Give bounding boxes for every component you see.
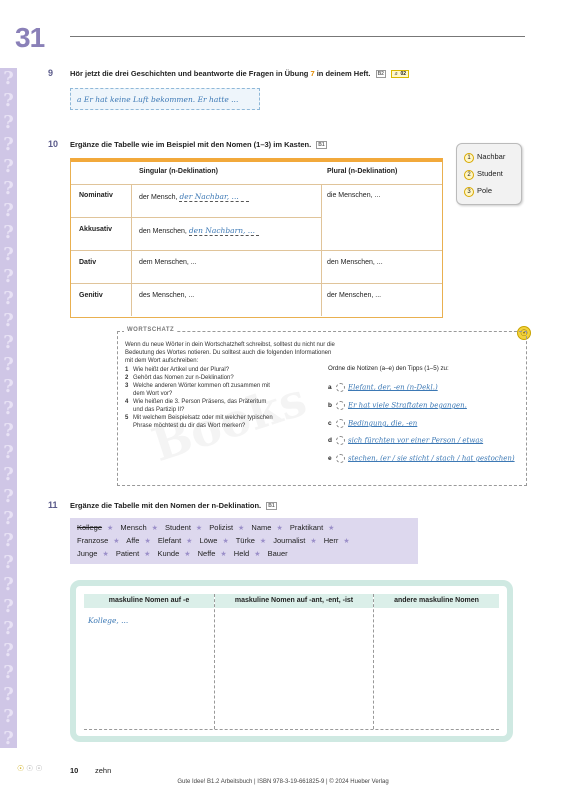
header-plural: Plural (n-Deklination) bbox=[327, 168, 398, 175]
wortschatz-title: WORTSCHATZ bbox=[124, 327, 177, 333]
column-header-other: andere maskuline Nomen bbox=[374, 594, 499, 608]
noun-category-table bbox=[70, 580, 513, 742]
exercise-9-number: 9 bbox=[48, 68, 54, 78]
audio-track-tag[interactable]: ♬ 02 bbox=[391, 70, 409, 78]
exercise-10-instruction: Ergänze die Tabelle wie im Beispiel mit den Nomen (1–3) im Kasten. B1 bbox=[70, 140, 325, 149]
lightbulb-icon: ☉ bbox=[517, 326, 531, 340]
handwritten-answer: der Nachbar, ... bbox=[179, 192, 239, 201]
note-item-b[interactable]: b Er hat viele Straftaten begangen. bbox=[328, 401, 467, 410]
wortschatz-tips: Wenn du neue Wörter in dein Wortschatzheft schreibst, solltest du nicht nur die Bedeutung des Wortes notieren. Du solltest auch die folgenden Informationen mit dem Wort aufschreiben: 1 Wie heißt der Artikel und der Plural? 2 Gehört das Nomen zur n-Deklination? 3 Welche anderen Wörter kommen oft zusammen mit dem Wort vor? 4 Wie heißen die 3. Person Präsens, das Präteritum und das Partizip II? 5 Mit welchem Beispielsatz oder mit welcher typischen Phrase möchtest du dir das Wort merken? bbox=[125, 342, 335, 429]
side-decoration-band: ? ? ? ? ? ? ? ? ? ? ? ? ? ? ? ? ? ? ? ? ? ? ? ? ? ? ? ? ? ? ? bbox=[0, 68, 17, 748]
noun-box bbox=[456, 143, 522, 205]
level-tag: B1 bbox=[318, 142, 325, 149]
word-box bbox=[70, 518, 418, 564]
exercise-9-answer-box[interactable] bbox=[70, 88, 260, 110]
exercise-11-number: 11 bbox=[48, 500, 58, 510]
page-number-word: zehn bbox=[95, 766, 112, 775]
note-item-a[interactable]: a Elefant, der, -en (n-Dekl.) bbox=[328, 383, 438, 392]
noun-item: 2 Student bbox=[464, 169, 503, 180]
word-line: Kollege ★ Mensch ★ Student ★ Polizist ★ Name ★ Praktikant ★ bbox=[77, 523, 335, 532]
note-item-c[interactable]: c Bedingung, die, -en bbox=[328, 419, 418, 428]
column-header-ant-ent-ist: maskuline Nomen auf -ant, -ent, -ist bbox=[215, 594, 373, 608]
copyright-line: Gute Idee! B1.2 Arbeitsbuch | ISBN 978-3-19-661825-9 | © 2024 Hueber Verlag bbox=[177, 779, 389, 785]
note-item-d[interactable]: d sich fürchten vor einer Person / etwas bbox=[328, 436, 484, 445]
noun-item: 3 Pole bbox=[464, 186, 492, 197]
exercise-9-instruction: Hör jetzt die drei Geschichten und beantworte die Fragen in Übung 7 in deinem Heft. B2 ♬ 02 bbox=[70, 69, 409, 78]
handwritten-answer: Kollege, ... bbox=[88, 616, 129, 625]
declension-table: Singular (n-Deklination) Plural (n-Deklination) Nominativ der Mensch, der Nachbar, ... die Menschen, ... Akkusativ den Menschen, den Nachbarn, ... Dativ dem Menschen, ... den Menschen, ... Genitiv des Menschen, ... der Menschen, ... bbox=[70, 158, 443, 318]
difficulty-bulbs-icon: ☉☉☉ bbox=[17, 764, 45, 773]
column-header-e: maskuline Nomen auf -e bbox=[84, 594, 214, 608]
header-singular: Singular (n-Deklination) bbox=[139, 168, 218, 175]
noun-item: 1 Nachbar bbox=[464, 152, 505, 163]
wortschatz-box bbox=[117, 327, 527, 486]
exercise-10-number: 10 bbox=[48, 139, 59, 149]
exercise-11-instruction: Ergänze die Tabelle mit den Nomen der n-Deklination. B1 bbox=[70, 501, 275, 510]
unit-number: 31 bbox=[15, 22, 45, 53]
word-line: Franzose ★ Affe ★ Elefant ★ Löwe ★ Türke ★ Journalist ★ Herr ★ bbox=[77, 536, 350, 545]
wortschatz-task: Ordne die Notizen (a–e) den Tipps (1–5) zu: bbox=[328, 365, 449, 372]
handwritten-answer: den Nachbarn, ... bbox=[188, 226, 255, 235]
word-line: Junge ★ Patient ★ Kunde ★ Neffe ★ Held ★ Bauer bbox=[77, 549, 288, 558]
handwritten-answer: a Er hat keine Luft bekommen. Er hatte ... bbox=[77, 95, 239, 104]
level-tag: B2 bbox=[377, 71, 384, 78]
level-tag: B1 bbox=[268, 503, 275, 510]
header-rule bbox=[70, 36, 525, 37]
note-item-e[interactable]: e stechen, (er / sie sticht / stach / hat gestochen) bbox=[328, 454, 515, 463]
page-number: 10 bbox=[70, 766, 79, 775]
